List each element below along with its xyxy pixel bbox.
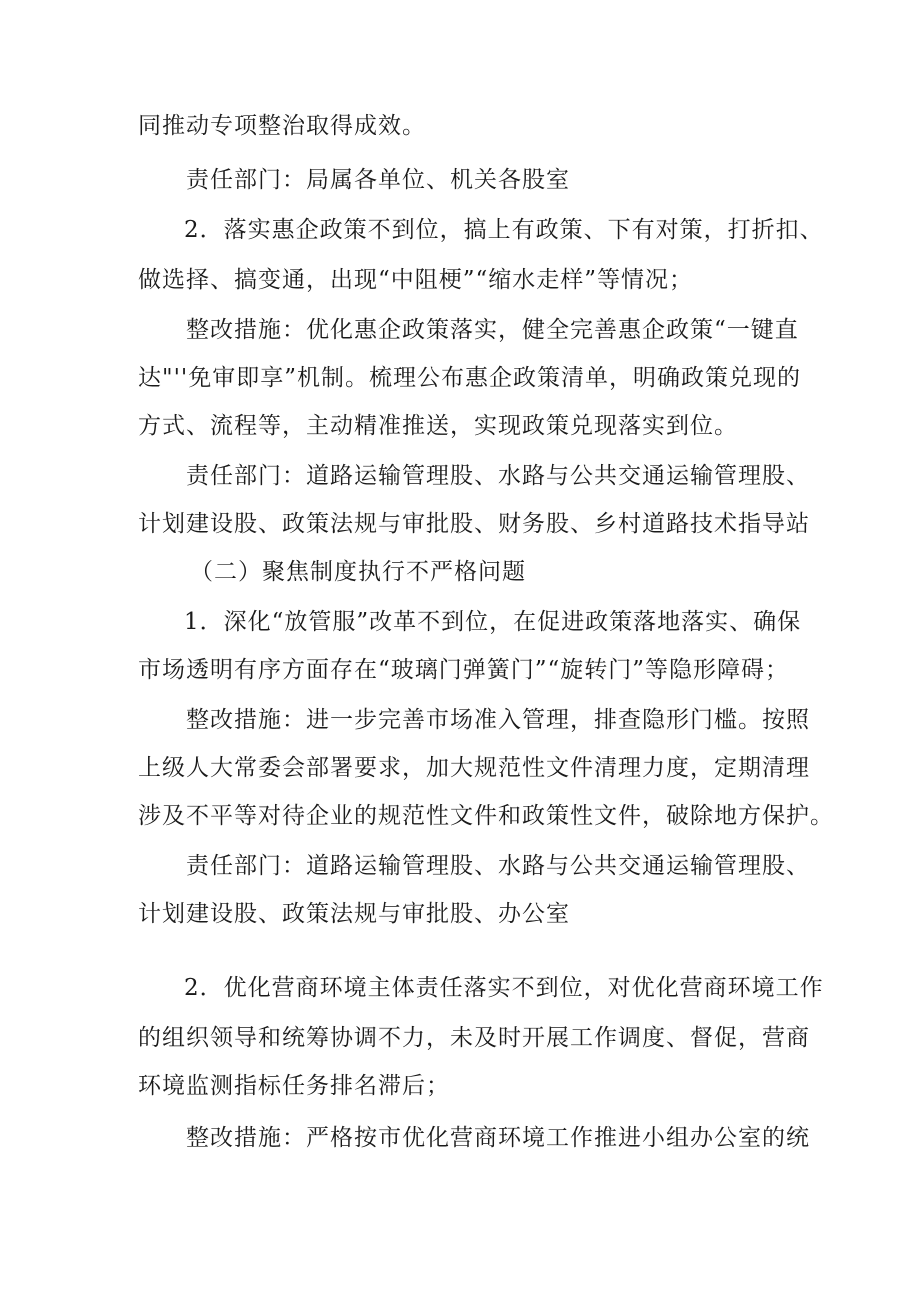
responsible-dept-line: 责任部门：局属各单位、机关各股室 — [186, 167, 570, 193]
body-text-line: 环境监测指标任务排名滞后； — [138, 1073, 450, 1099]
issue-heading-line: 2．落实惠企政策不到位，搞上有政策、下有对策，打折扣、 — [184, 217, 824, 243]
issue-heading-line: 1．深化“放管服”改革不到位，在促进政策落地落实、确保 — [184, 609, 802, 635]
body-text-line: 市场透明有序方面存在“玻璃门弹簧门”“旋转门”等隐形障碍； — [138, 657, 790, 683]
body-text-line: 涉及不平等对待企业的规范性文件和政策性文件，破除地方保护。 — [138, 803, 834, 829]
issue-heading-line: 2．优化营商环境主体责任落实不到位，对优化营商环境工作 — [184, 975, 824, 1001]
responsible-dept-line: 责任部门：道路运输管理股、水路与公共交通运输管理股、 — [186, 853, 810, 879]
body-text-line: 上级人大常委会部署要求，加大规范性文件清理力度，定期清理 — [138, 755, 810, 781]
measure-line: 整改措施：优化惠企政策落实，健全完善惠企政策“一键直 — [186, 317, 799, 343]
body-text-line: 的组织领导和统筹协调不力，未及时开展工作调度、督促，营商 — [138, 1025, 810, 1051]
body-text-line: 同推动专项整治取得成效。 — [138, 113, 426, 139]
body-text-line: 做选择、搞变通，出现“中阻梗”“缩水走样”等情况； — [138, 267, 694, 293]
body-text-line: 方式、流程等，主动精准推送，实现政策兑现落实到位。 — [138, 413, 738, 439]
responsible-dept-line: 责任部门：道路运输管理股、水路与公共交通运输管理股、 — [186, 463, 810, 489]
measure-line: 整改措施：严格按市优化营商环境工作推进小组办公室的统 — [186, 1125, 810, 1151]
measure-line: 整改措施：进一步完善市场准入管理，排查隐形门槛。按照 — [186, 707, 810, 733]
body-text-line: 达"''免审即享”机制。梳理公布惠企政策清单，明确政策兑现的 — [138, 365, 801, 391]
body-text-line: 计划建设股、政策法规与审批股、办公室 — [138, 901, 570, 927]
body-text-line: 计划建设股、政策法规与审批股、财务股、乡村道路技术指导站 — [138, 511, 810, 537]
section-heading: （二）聚焦制度执行不严格问题 — [190, 559, 526, 585]
